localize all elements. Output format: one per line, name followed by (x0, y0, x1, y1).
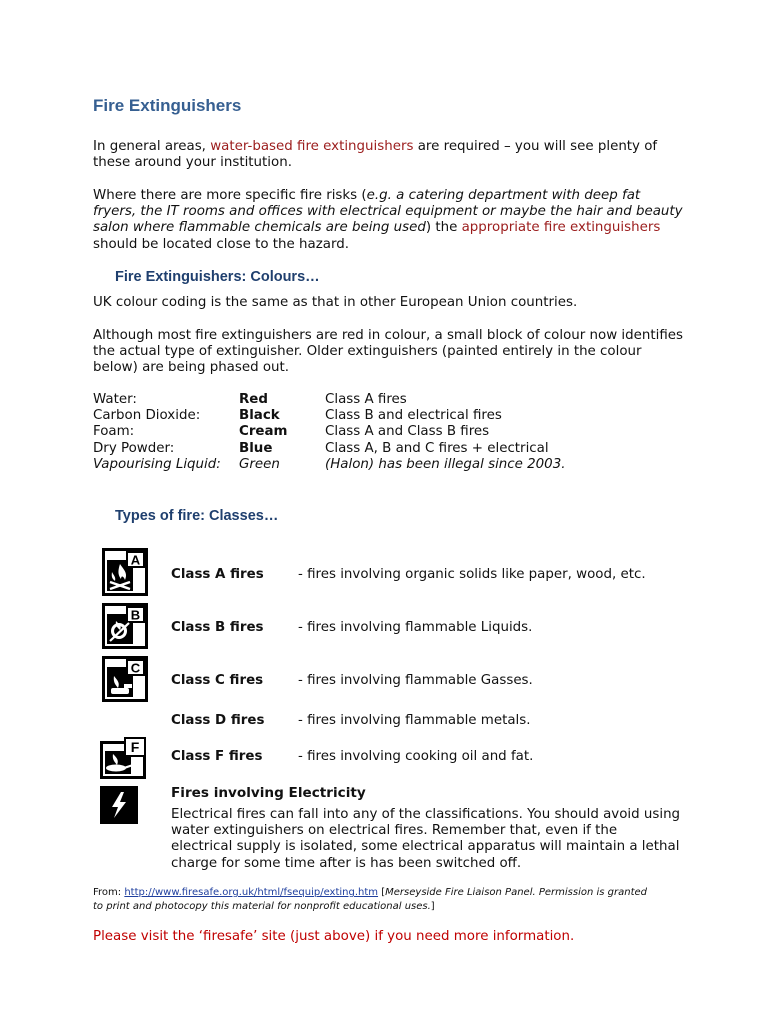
intro-text: In general areas, (93, 139, 211, 154)
firesafe-link[interactable]: http://www.firesafe.org.uk/html/fsequip/exting.htm (124, 887, 379, 898)
extinguisher-type: Water: (93, 392, 137, 407)
extinguisher-type: Carbon Dioxide: (93, 408, 201, 424)
colour-row (93, 392, 693, 408)
colours-heading: Fire Extinguishers: Colours… (115, 269, 320, 285)
extinguisher-colour: Cream (239, 424, 288, 440)
electricity-heading: Fires involving Electricity (171, 785, 366, 801)
svg-text:A: A (130, 552, 141, 568)
extinguisher-use: Class A, B and C fires + electrical (325, 440, 549, 456)
specific-risks-paragraph (93, 188, 683, 253)
class-b-row (0, 620, 768, 660)
colour-table (93, 392, 693, 473)
source-footnote (93, 886, 653, 914)
class-description: - fires involving flammable Liquids. (298, 620, 533, 635)
visit-notice: Please visit the ‘firesafe’ site (just above) if you need more information. (93, 929, 575, 944)
class-a-row (0, 567, 768, 607)
colour-row (93, 424, 693, 440)
footnote-bracket-open: [ (378, 887, 386, 898)
class-f-row (0, 749, 768, 789)
class-c-row (0, 673, 768, 713)
footnote-source: Merseyside Fire Liaison Panel. Permission is granted to print and photocopy this material for nonprofit educational uses. (93, 887, 647, 912)
footnote-from: From: (93, 887, 125, 898)
class-description: - fires involving cooking oil and fat. (298, 749, 534, 764)
specific-text-end: should be located close to the hazard. (93, 236, 349, 252)
lightning-bolt-icon (100, 786, 138, 824)
electricity-paragraph: Electrical fires can fall into any of the classifications. You should avoid using water extinguishers on electrical fires. Remember that, even if the electrical supply is isolated, some electrical apparatus will maintain a lethal charge for some time after is has been switched off. (171, 807, 681, 871)
extinguisher-colour: Blue (239, 440, 273, 456)
specific-text-mid: ) the (425, 220, 462, 236)
colour-row (93, 457, 693, 473)
water-based-link[interactable]: water-based fire extinguishers (210, 139, 414, 154)
extinguisher-colour: Green (239, 456, 280, 472)
intro-text-end: are required – you will see plenty of these around your institution. (93, 139, 658, 171)
colours-paragraph-2: Although most fire extinguishers are red in colour, a small block of colour now identifies the actual type of extinguisher. Older extinguishers (painted entirely in the colour below) are being phased out. (93, 328, 683, 376)
appropriate-extinguishers-link[interactable]: appropriate fire extinguishers (461, 220, 661, 236)
colours-paragraph-1: UK colour coding is the same as that in other European Union countries. (93, 295, 578, 310)
page-title: Fire Extinguishers (93, 96, 242, 115)
class-label: Class C fires (171, 673, 264, 688)
extinguisher-use: Class A and Class B fires (325, 424, 490, 440)
footnote-bracket-close: ] (430, 901, 435, 912)
class-description: - fires involving flammable Gasses. (298, 673, 533, 688)
specific-examples: e.g. a catering department with deep fat fryers, the IT rooms and offices with electrical equipment or maybe the hair and beauty salon where flammable chemicals are being used (93, 188, 683, 236)
svg-text:C: C (130, 660, 141, 676)
specific-text: Where there are more specific fire risks ( (93, 188, 367, 203)
class-label: Class F fires (171, 749, 263, 764)
extinguisher-type: Dry Powder: (93, 440, 175, 456)
extinguisher-use: Class B and electrical fires (325, 408, 502, 424)
extinguisher-colour: Red (239, 392, 268, 407)
extinguisher-use: (Halon) has been illegal since 2003. (325, 456, 566, 472)
extinguisher-type: Vapourising Liquid: (93, 456, 221, 472)
class-label: Class D fires (171, 713, 265, 728)
class-description: - fires involving organic solids like paper, wood, etc. (298, 567, 646, 582)
colour-row (93, 408, 693, 424)
svg-text:F: F (130, 739, 140, 755)
classes-heading: Types of fire: Classes… (115, 508, 279, 524)
svg-text:B: B (130, 607, 141, 623)
extinguisher-use: Class A fires (325, 392, 407, 407)
extinguisher-colour: Black (239, 408, 280, 424)
extinguisher-type: Foam: (93, 424, 135, 440)
class-label: Class A fires (171, 567, 264, 582)
colour-row (93, 441, 693, 457)
class-description: - fires involving flammable metals. (298, 713, 531, 728)
intro-paragraph (93, 139, 683, 171)
class-label: Class B fires (171, 620, 264, 635)
